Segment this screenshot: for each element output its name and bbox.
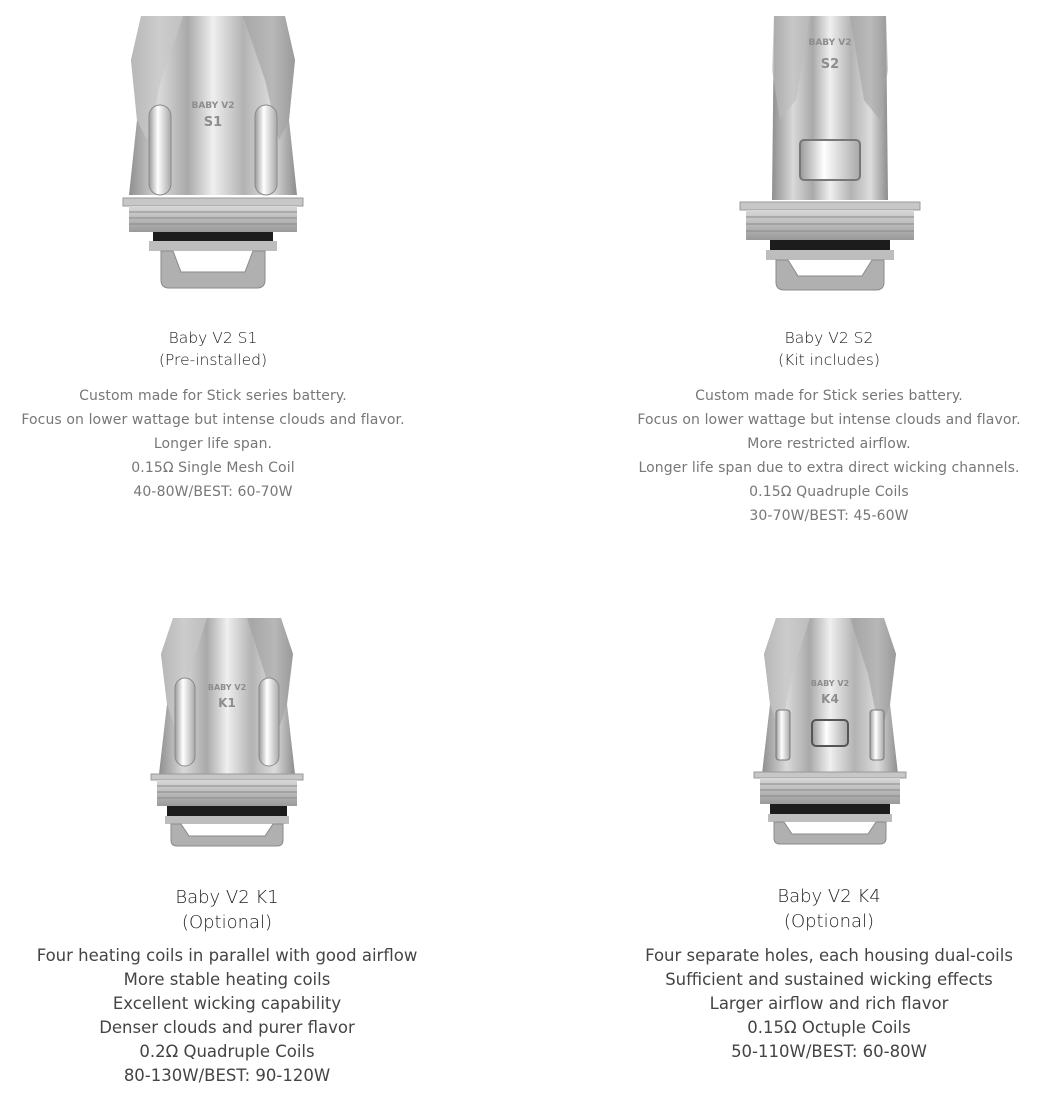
desc-line: Focus on lower wattage but intense clouds and flavor. xyxy=(21,412,405,428)
coil-note-s1: (Pre-installed) xyxy=(158,351,268,369)
coil-note-k1: (Optional) xyxy=(181,912,273,933)
engraving-brand: BABY V2 xyxy=(808,38,852,48)
desc-line: Four heating coils in parallel with good airflow xyxy=(36,946,418,965)
engraving-model: S1 xyxy=(203,115,223,130)
coil-desc-s1 xyxy=(0,384,426,504)
desc-line: 0.15Ω Single Mesh Coil xyxy=(131,460,295,476)
desc-line: Longer life span. xyxy=(153,436,273,452)
desc-line: More stable heating coils xyxy=(123,970,331,989)
coil-name-k4: Baby V2 K4 xyxy=(777,886,881,907)
engraving-model: S2 xyxy=(820,57,840,72)
desc-line: 30-70W/BEST: 45-60W xyxy=(749,508,909,524)
desc-line: Four separate holes, each housing dual-coils xyxy=(645,946,1013,965)
desc-line: 0.2Ω Quadruple Coils xyxy=(139,1042,315,1061)
coil-name-s2: Baby V2 S2 xyxy=(784,329,874,347)
engraving-brand: BABY V2 xyxy=(207,683,247,692)
coil-image-s2 xyxy=(730,10,930,300)
coil-image-s1 xyxy=(113,10,313,300)
desc-line: Denser clouds and purer flavor xyxy=(99,1018,355,1037)
desc-line: Sufficient and sustained wicking effects xyxy=(665,970,993,989)
desc-line: 0.15Ω Quadruple Coils xyxy=(749,484,909,500)
coil-desc-k4 xyxy=(620,944,1038,1064)
desc-line: Focus on lower wattage but intense clouds and flavor. xyxy=(637,412,1021,428)
coil-note-s2: (Kit includes) xyxy=(778,351,880,369)
engraving-model: K1 xyxy=(218,696,236,710)
coil-note-k4: (Optional) xyxy=(783,911,875,932)
coil-image-k1 xyxy=(147,614,307,864)
coil-name-s1: Baby V2 S1 xyxy=(168,329,258,347)
coil-desc-k1 xyxy=(0,944,454,1088)
engraving-model: K4 xyxy=(821,692,839,706)
desc-line: 80-130W/BEST: 90-120W xyxy=(123,1066,331,1085)
desc-line: Excellent wicking capability xyxy=(112,994,342,1013)
desc-line: Custom made for Stick series battery. xyxy=(79,388,347,404)
coil-card-k4 xyxy=(620,600,1038,1080)
coil-card-s1 xyxy=(0,0,426,520)
desc-line: 40-80W/BEST: 60-70W xyxy=(133,484,293,500)
coil-image-k4 xyxy=(750,614,910,864)
desc-line: 0.15Ω Octuple Coils xyxy=(747,1018,911,1037)
desc-line: More restricted airflow. xyxy=(747,436,911,452)
desc-line: Larger airflow and rich flavor xyxy=(709,994,949,1013)
coil-desc-s2 xyxy=(620,384,1038,528)
engraving-brand: BABY V2 xyxy=(810,679,850,688)
coil-card-k1 xyxy=(0,600,454,1095)
desc-line: Longer life span due to extra direct wicking channels. xyxy=(638,460,1020,476)
engraving-brand: BABY V2 xyxy=(191,101,235,111)
desc-line: 50-110W/BEST: 60-80W xyxy=(731,1042,927,1061)
coil-name-k1: Baby V2 K1 xyxy=(175,887,279,908)
desc-line: Custom made for Stick series battery. xyxy=(695,388,963,404)
coil-card-s2 xyxy=(620,0,1038,540)
